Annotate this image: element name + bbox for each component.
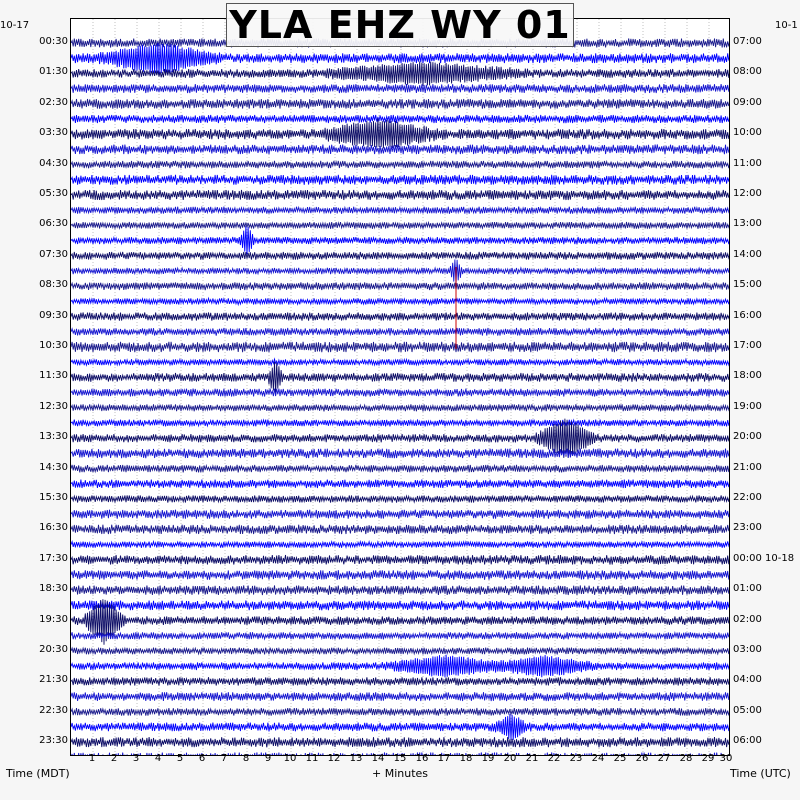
seismic-trace (71, 207, 730, 214)
utc-time-label: 18:00 (733, 370, 762, 382)
local-time-label: 04:30 (39, 157, 68, 169)
utc-time-label: 10:00 (733, 127, 762, 139)
minute-tick-label: 20 (503, 753, 517, 764)
seismic-trace (71, 115, 730, 123)
seismic-trace (71, 449, 730, 459)
seismic-trace (71, 585, 730, 595)
minute-tick-label: 8 (242, 753, 250, 764)
local-time-label: 19:30 (39, 613, 68, 625)
seismic-trace (71, 555, 730, 565)
minute-tick-label: 11 (305, 753, 319, 764)
utc-time-label: 08:00 (733, 66, 762, 78)
seismic-trace (71, 601, 730, 611)
utc-time-label: 23:00 (733, 522, 762, 534)
local-time-label: 02:30 (39, 96, 68, 108)
seismic-trace (71, 541, 730, 547)
utc-time-label: 11:00 (733, 157, 762, 169)
utc-time-label: 09:00 (733, 96, 762, 108)
seismogram-traces (71, 19, 730, 756)
seismic-trace (71, 420, 730, 427)
local-time-label: 13:30 (39, 431, 68, 443)
seismic-trace (71, 655, 730, 678)
seismic-trace (71, 175, 730, 185)
minute-tick-label: 3 (132, 753, 140, 764)
local-time-label: 16:30 (39, 522, 68, 534)
helicorder-plot (70, 18, 730, 756)
station-title: YLA EHZ WY 01 (226, 3, 574, 47)
utc-time-label: 04:00 (733, 674, 762, 686)
minute-tick-label: 23 (569, 753, 583, 764)
local-time-label: 10:30 (39, 340, 68, 351)
seismic-trace (71, 714, 730, 740)
local-time-label: 05:30 (39, 188, 68, 199)
minute-tick-label: 14 (371, 753, 385, 764)
local-time-label: 15:30 (39, 492, 68, 503)
minute-tick-label: 30 (719, 753, 733, 764)
minute-tick-label: 17 (437, 753, 451, 764)
minute-tick-label: 22 (547, 753, 561, 764)
seismic-trace (71, 525, 730, 534)
start-date-left: 10-17 (0, 20, 30, 31)
seismic-trace (71, 648, 730, 655)
minute-tick-label: 1 (88, 753, 96, 764)
minute-tick-label: 21 (525, 753, 539, 764)
seismic-trace (71, 510, 730, 519)
utc-time-label: 19:00 (733, 400, 762, 412)
seismic-trace (71, 342, 730, 352)
utc-time-label: 21:00 (733, 461, 762, 473)
utc-time-label: 02:00 (733, 613, 762, 625)
local-time-label: 03:30 (39, 127, 68, 139)
minute-tick-label: 29 (701, 753, 715, 764)
local-time-label: 06:30 (39, 218, 68, 230)
seismic-trace (71, 632, 730, 639)
local-time-label: 22:30 (39, 704, 68, 716)
seismic-trace (71, 328, 730, 336)
minute-tick-label: 24 (591, 753, 605, 764)
utc-time-label: 22:00 (733, 492, 762, 503)
seismic-trace (71, 190, 730, 200)
minute-tick-label: 25 (613, 753, 627, 764)
minute-tick-label: 19 (481, 753, 495, 764)
seismic-trace (71, 161, 730, 169)
local-time-label: 18:30 (39, 583, 68, 595)
seismic-trace (71, 708, 730, 716)
seismic-trace (71, 570, 730, 580)
minute-tick-label: 16 (415, 753, 429, 764)
x-axis-label-utc: Time (UTC) (730, 767, 791, 780)
local-time-label: 23:30 (39, 735, 68, 747)
seismic-trace (71, 480, 730, 489)
local-time-label: 09:30 (39, 309, 68, 321)
seismic-trace (71, 465, 730, 473)
seismic-trace (71, 389, 730, 397)
seismic-trace (71, 118, 730, 148)
seismic-trace (71, 677, 730, 685)
seismic-trace (71, 737, 730, 747)
minute-tick-label: 12 (327, 753, 341, 764)
local-time-label: 08:30 (39, 279, 68, 291)
local-time-label: 11:30 (39, 370, 68, 382)
local-time-label: 14:30 (39, 461, 68, 473)
local-time-label: 20:30 (39, 644, 68, 655)
minute-tick-label: 5 (176, 753, 184, 764)
local-time-label: 00:30 (39, 36, 68, 47)
minute-tick-label: 9 (264, 753, 272, 764)
minute-tick-label: 10 (283, 753, 297, 764)
seismic-trace (71, 313, 730, 321)
utc-time-label: 03:00 (733, 644, 762, 655)
local-time-label: 12:30 (39, 400, 68, 412)
x-axis-label-minutes: + Minutes (371, 767, 428, 780)
utc-time-label: 17:00 (733, 340, 762, 351)
minute-tick-label: 13 (349, 753, 363, 764)
seismic-trace (71, 362, 730, 395)
x-axis-label-local: Time (MDT) (6, 767, 70, 780)
seismic-trace (71, 298, 730, 304)
utc-time-label: 12:00 (733, 188, 762, 199)
seismic-trace (71, 226, 730, 254)
utc-time-label: 16:00 (733, 309, 762, 321)
local-time-label: 17:30 (39, 552, 68, 564)
utc-time-label: 14:00 (733, 248, 762, 260)
utc-time-label: 00:00 10-18 (733, 552, 795, 564)
utc-time-label: 20:00 (733, 431, 762, 443)
seismic-trace (71, 359, 730, 365)
utc-time-label: 15:00 (733, 279, 762, 291)
seismic-trace (71, 282, 730, 290)
seismic-trace (71, 99, 730, 109)
utc-time-label: 13:00 (733, 218, 762, 230)
local-time-label: 21:30 (39, 674, 68, 686)
seismic-trace (71, 259, 730, 284)
minute-tick-label: 6 (198, 753, 206, 764)
start-date-right: 10-1 (775, 20, 798, 31)
seismic-trace (71, 222, 730, 229)
seismic-trace (71, 84, 730, 93)
local-time-label: 01:30 (39, 66, 68, 78)
local-time-label: 07:30 (39, 248, 68, 260)
seismic-trace (71, 404, 730, 411)
minute-tick-label: 15 (393, 753, 407, 764)
seismic-trace (71, 692, 730, 701)
utc-time-label: 06:00 (733, 735, 762, 747)
seismic-trace (71, 495, 730, 502)
minute-tick-label: 7 (220, 753, 228, 764)
minute-tick-label: 4 (154, 753, 162, 764)
minute-tick-label: 27 (657, 753, 671, 764)
seismic-trace (71, 252, 730, 260)
minute-tick-label: 18 (459, 753, 473, 764)
seismic-trace (71, 145, 730, 155)
minute-tick-label: 2 (110, 753, 118, 764)
minute-tick-label: 28 (679, 753, 693, 764)
minute-tick-label: 26 (635, 753, 649, 764)
utc-time-label: 05:00 (733, 704, 762, 716)
utc-time-label: 01:00 (733, 583, 762, 595)
utc-time-label: 07:00 (733, 36, 762, 47)
